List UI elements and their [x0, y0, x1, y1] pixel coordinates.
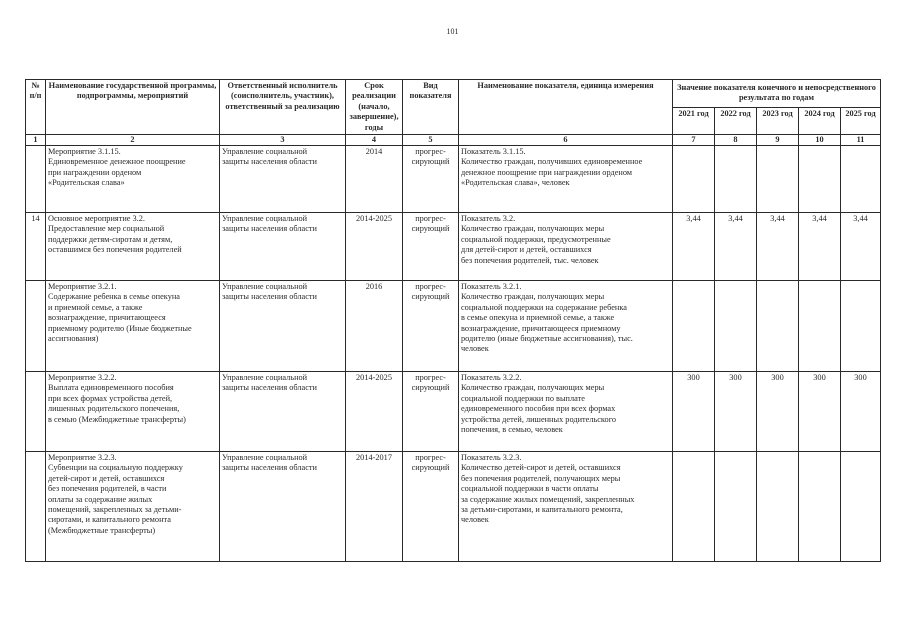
- row-type: прогрес- сирующий: [403, 372, 459, 452]
- column-number: 2: [46, 135, 220, 146]
- row-value-2025: [841, 452, 881, 562]
- row-executor: Управление социальной защиты населения области: [220, 281, 346, 372]
- header-indicator: Наименование показателя, единица измерения: [459, 80, 673, 135]
- header-name: Наименование государственной программы, подпрограммы, мероприятий: [46, 80, 220, 135]
- row-value-2021: [673, 452, 715, 562]
- row-value-2024: [799, 146, 841, 213]
- header-executor: Ответственный исполнитель (соисполнитель, участник), ответственный за реализацию: [220, 80, 346, 135]
- row-value-2022: [715, 146, 757, 213]
- row-term: 2014-2025: [346, 213, 403, 281]
- row-num: [26, 281, 46, 372]
- header-year-2022: 2022 год: [715, 107, 757, 135]
- row-type: прогрес- сирующий: [403, 213, 459, 281]
- column-numbers-row: [26, 135, 881, 146]
- row-indicator: Показатель 3.2.2. Количество граждан, получающих меры социальной поддержки по выплате единовременного пособия при всех формах устройства детей, лишенных родительского попечения, в семью, человек: [459, 372, 673, 452]
- column-number: 5: [403, 135, 459, 146]
- header-type: Вид показателя: [403, 80, 459, 135]
- row-value-2025: [841, 146, 881, 213]
- row-num: 14: [26, 213, 46, 281]
- row-value-2025: 3,44: [841, 213, 881, 281]
- row-name: Мероприятие 3.2.3. Субвенции на социальную поддержку детей-сирот и детей, оставшихся без попечения родителей, в части оплаты за содержание жилых помещений, закрепленных за детьми- сиротами, и капитального ремонта (Межбюджетные трансферты): [46, 452, 220, 562]
- row-value-2024: [799, 452, 841, 562]
- row-value-2022: 3,44: [715, 213, 757, 281]
- row-executor: Управление социальной защиты населения области: [220, 146, 346, 213]
- row-executor: Управление социальной защиты населения области: [220, 372, 346, 452]
- row-value-2023: 3,44: [757, 213, 799, 281]
- table-row: [26, 281, 881, 372]
- row-name: Мероприятие 3.2.1. Содержание ребенка в семье опекуна и приемной семье, а также вознаграждение, причитающееся приемному родителю (Иные бюджетные ассигнования): [46, 281, 220, 372]
- column-number: 8: [715, 135, 757, 146]
- row-executor: Управление социальной защиты населения области: [220, 452, 346, 562]
- row-value-2021: 300: [673, 372, 715, 452]
- row-name: Основное мероприятие 3.2. Предоставление мер социальной поддержки детям-сиротам и детям, оставшимся без попечения родителей: [46, 213, 220, 281]
- row-indicator: Показатель 3.2.3. Количество детей-сирот и детей, оставшихся без попечения родителей, получающих меры социальной поддержки в части оплаты за содержание жилых помещений, закрепленных за детьми-сиротами, и капитального ремонта, человек: [459, 452, 673, 562]
- row-value-2025: 300: [841, 372, 881, 452]
- header-values: Значение показателя конечного и непосредственного результата по годам: [673, 80, 881, 108]
- column-number: 3: [220, 135, 346, 146]
- header-year-2021: 2021 год: [673, 107, 715, 135]
- row-value-2025: [841, 281, 881, 372]
- row-value-2023: [757, 146, 799, 213]
- table-row: [26, 213, 881, 281]
- column-number: 9: [757, 135, 799, 146]
- row-value-2021: [673, 281, 715, 372]
- column-number: 7: [673, 135, 715, 146]
- table-header-row: [26, 80, 881, 108]
- row-num: [26, 452, 46, 562]
- row-term: 2014-2017: [346, 452, 403, 562]
- row-term: 2016: [346, 281, 403, 372]
- row-value-2021: 3,44: [673, 213, 715, 281]
- header-num: № п/п: [26, 80, 46, 135]
- column-number: 4: [346, 135, 403, 146]
- row-value-2021: [673, 146, 715, 213]
- column-number: 10: [799, 135, 841, 146]
- row-value-2024: [799, 281, 841, 372]
- row-type: прогрес- сирующий: [403, 146, 459, 213]
- row-value-2024: 3,44: [799, 213, 841, 281]
- row-value-2022: [715, 452, 757, 562]
- page-number: 101: [446, 27, 459, 36]
- header-year-2023: 2023 год: [757, 107, 799, 135]
- column-number: 1: [26, 135, 46, 146]
- indicators-table: [25, 79, 881, 562]
- table-row: [26, 146, 881, 213]
- row-value-2022: 300: [715, 372, 757, 452]
- row-value-2023: 300: [757, 372, 799, 452]
- row-type: прогрес- сирующий: [403, 281, 459, 372]
- row-num: [26, 146, 46, 213]
- row-value-2023: [757, 281, 799, 372]
- row-indicator: Показатель 3.1.15. Количество граждан, получивших единовременное денежное поощрение при награждении орденом «Родительская слава», человек: [459, 146, 673, 213]
- row-value-2024: 300: [799, 372, 841, 452]
- header-term: Срок реализации (начало, завершение), годы: [346, 80, 403, 135]
- row-indicator: Показатель 3.2. Количество граждан, получающих меры социальной поддержки, предусмотренные для детей-сирот и детей, оставшихся без попечения родителей, тыс. человек: [459, 213, 673, 281]
- column-number: 6: [459, 135, 673, 146]
- row-term: 2014-2025: [346, 372, 403, 452]
- header-year-2024: 2024 год: [799, 107, 841, 135]
- row-term: 2014: [346, 146, 403, 213]
- row-name: Мероприятие 3.1.15. Единовременное денежное поощрение при награждении орденом «Родительская слава»: [46, 146, 220, 213]
- row-type: прогрес- сирующий: [403, 452, 459, 562]
- row-name: Мероприятие 3.2.2. Выплата единовременного пособия при всех формах устройства детей, лишенных родительского попечения, в семью (Межбюджетные трансферты): [46, 372, 220, 452]
- column-number: 11: [841, 135, 881, 146]
- row-indicator: Показатель 3.2.1. Количество граждан, получающих меры социальной поддержки на содержание ребенка в семье опекуна и приемной семье, а также вознаграждение, причитающееся приемному родителю (иные бюджетные ассигнования), тыс. человек: [459, 281, 673, 372]
- table-row: [26, 372, 881, 452]
- table-row: [26, 452, 881, 562]
- row-num: [26, 372, 46, 452]
- header-year-2025: 2025 год: [841, 107, 881, 135]
- row-value-2023: [757, 452, 799, 562]
- row-executor: Управление социальной защиты населения области: [220, 213, 346, 281]
- row-value-2022: [715, 281, 757, 372]
